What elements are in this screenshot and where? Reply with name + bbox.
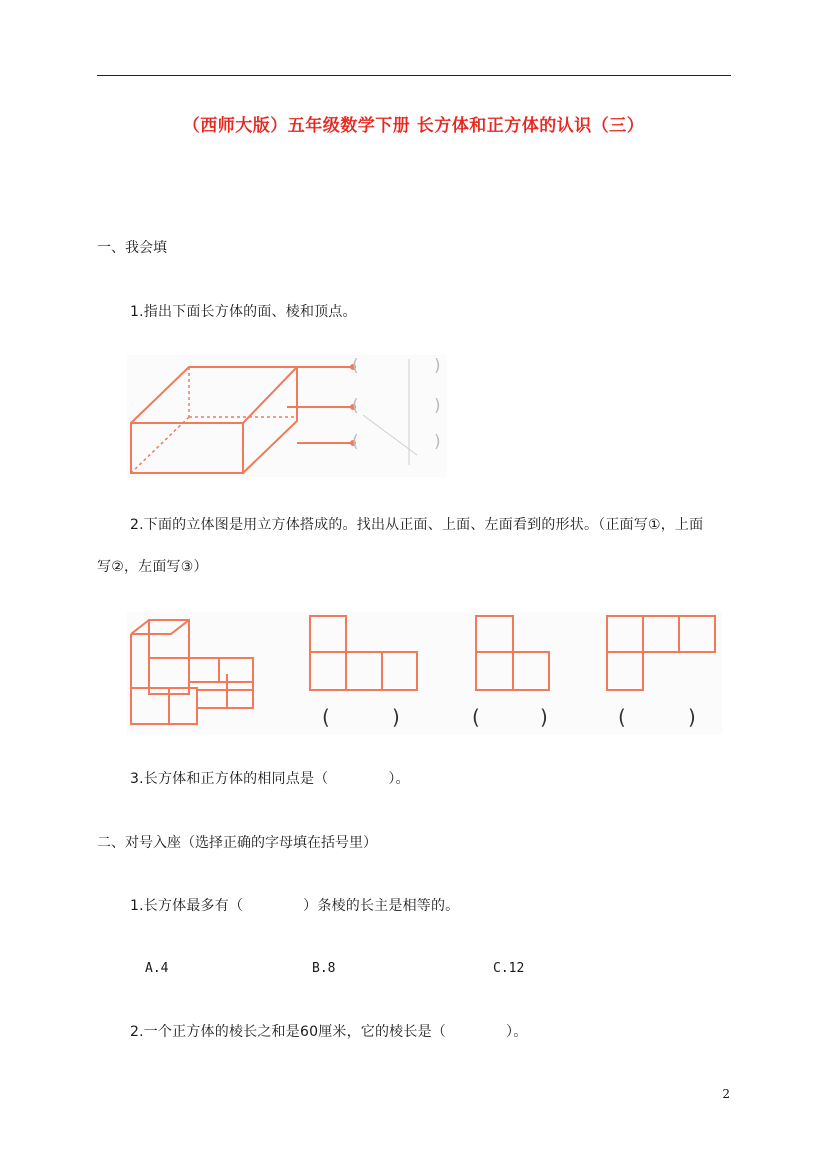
view-c-paren-close: ) [688, 705, 696, 729]
question-2-1 [130, 896, 459, 916]
question-2-2-number: 60 [299, 1024, 319, 1040]
view-b-paren-open: ( [472, 705, 480, 729]
question-1-3-after: ）。 [388, 771, 410, 787]
question-2-1-after: ）条棱的长主是相等的。 [303, 898, 460, 914]
question-1-3-before: 3.长方体和正方体的相同点是（ [130, 771, 329, 787]
figure1-paren-open-3: ( [352, 432, 359, 452]
option-a: A.4 [145, 961, 169, 976]
question-1-2-line2: 写②，左面写③） [97, 559, 208, 575]
question-2-2-before: 2.一个正方体的棱长之和是 [130, 1024, 300, 1040]
question-2-2 [130, 1022, 527, 1042]
figure1-paren-close-2: ) [434, 396, 441, 416]
question-2-1-before: 1.长方体最多有（ [130, 898, 244, 914]
view-c-paren-open: ( [618, 705, 626, 729]
header-rule [97, 75, 731, 76]
cubes-views-figure [127, 612, 722, 734]
page-number: 2 [722, 1087, 730, 1101]
view-a-paren-open: ( [322, 705, 330, 729]
option-b: B.8 [312, 961, 336, 976]
figure1-paren-close-1: ) [434, 356, 441, 376]
question-1-3 [130, 769, 410, 789]
figure1-paren-open-2: ( [352, 396, 359, 416]
figure1-paren-open-1: ( [352, 356, 359, 376]
view-b-paren-close: ) [540, 705, 548, 729]
question-1-2-line1: 2.下面的立体图是用立方体搭成的。找出从正面、上面、左面看到的形状。（正面写①，上面 [130, 517, 704, 533]
cuboid-figure [127, 355, 447, 477]
page-title: （西师大版）五年级数学下册 长方体和正方体的认识（三） [182, 116, 645, 136]
figure1-paren-close-3: ) [434, 432, 441, 452]
view-a-paren-close: ) [392, 705, 400, 729]
question-2-2-end: ）。 [506, 1024, 528, 1040]
option-c: C.12 [493, 961, 525, 976]
question-2-2-after: 厘米，它的棱长是（ [318, 1024, 446, 1040]
section-2-heading: 二、对号入座（选择正确的字母填在括号里） [97, 835, 377, 851]
question-1-1: 1.指出下面长方体的面、棱和顶点。 [130, 304, 357, 320]
section-1-heading: 一、我会填 [97, 240, 167, 256]
